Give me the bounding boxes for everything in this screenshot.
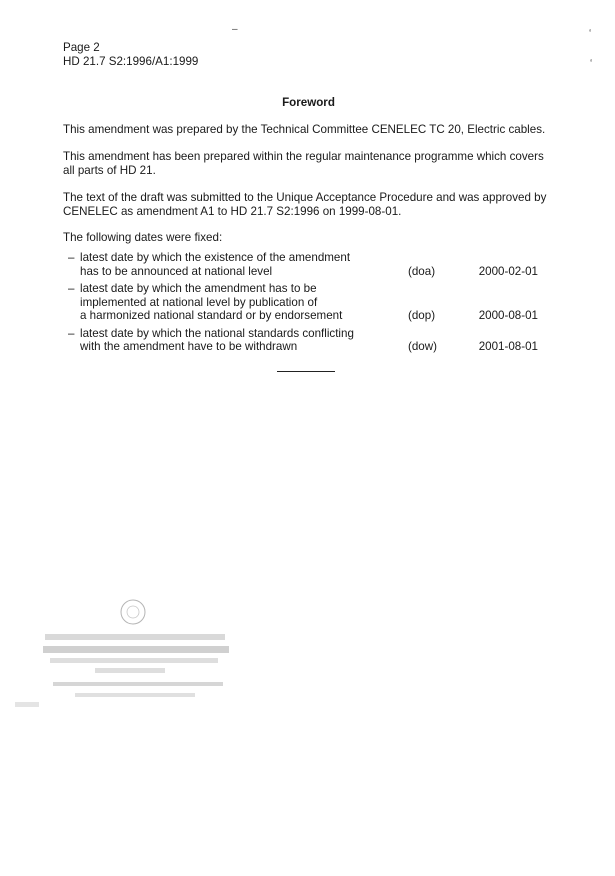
stamp-emblem-icon (15, 598, 235, 718)
date-value: 2000-08-01 (478, 309, 538, 322)
date-entry-dop (68, 282, 538, 323)
paragraph-dates-intro: The following dates were fixed: (63, 231, 223, 244)
date-entry-dow (68, 327, 538, 354)
entry-line: has to be announced at national level (80, 264, 273, 278)
paragraph-committee: This amendment was prepared by the Technical Committee CENELEC TC 20, Electric cables. (63, 123, 546, 136)
page-header (63, 41, 198, 69)
paragraph-maintenance: This amendment has been prepared within the regular maintenance programme which covers all parts of HD 21. (63, 150, 544, 177)
date-code: (dop) (408, 309, 436, 322)
foreword-title: Foreword (282, 96, 335, 109)
scan-mark: – (232, 24, 238, 35)
entry-line: latest date by which the national standards conflicting (80, 326, 354, 340)
end-rule (277, 371, 335, 372)
faded-stamp (15, 598, 235, 718)
document-id: HD 21.7 S2:1996/A1:1999 (63, 55, 199, 68)
paragraph-approval: The text of the draft was submitted to the Unique Acceptance Procedure and was approved by CENELEC as amendment A1 to HD 21.7 S2:1996 on 1999-08-01. (63, 191, 547, 218)
date-value: 2001-08-01 (478, 340, 538, 353)
entry-line: implemented at national level by publication of (80, 295, 318, 309)
date-code: (dow) (408, 340, 437, 353)
entry-line: latest date by which the amendment has to be (80, 282, 317, 295)
dates-list (68, 251, 538, 358)
entry-line: latest date by which the existence of the amendment (80, 251, 351, 264)
list-dash: – (68, 251, 75, 264)
scan-mark: ‘ (589, 28, 592, 39)
list-dash: – (68, 326, 75, 340)
date-entry-doa (68, 251, 538, 278)
page-label: Page 2 (63, 41, 100, 54)
date-code: (doa) (408, 264, 436, 278)
list-dash: – (68, 282, 75, 295)
entry-line: with the amendment have to be withdrawn (80, 340, 298, 353)
entry-line: a harmonized national standard or by endorsement (80, 309, 343, 322)
scan-mark: ‘ (590, 58, 593, 69)
date-value: 2000-02-01 (478, 264, 538, 278)
